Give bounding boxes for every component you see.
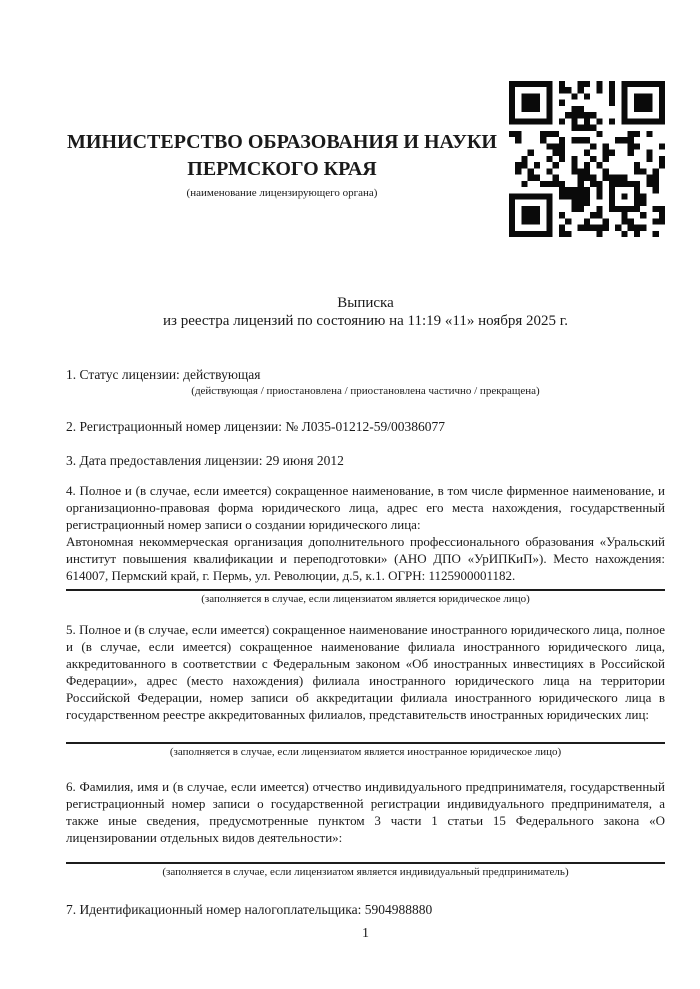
item-6-fill-caption: (заполняется в случае, если лицензиатом является индивидуальный предприниматель) [162, 866, 569, 878]
item-1-status-options-caption: (действующая / приостановлена / приостановлена частично / прекращена) [191, 385, 540, 397]
document-title-line2: из реестра лицензий по состоянию на 11:19 «11» ноября 2025 г. [163, 313, 568, 329]
item-4-fill-rule-line [66, 589, 665, 591]
document-body [0, 366, 700, 918]
ministry-name-line2: ПЕРМСКОГО КРАЯ [187, 158, 377, 180]
ministry-name-line1: МИНИСТЕРСТВО ОБРАЗОВАНИЯ И НАУКИ [67, 131, 497, 153]
item-1-license-status: 1. Статус лицензии: действующая [66, 367, 261, 382]
item-2-registration-number: 2. Регистрационный номер лицензии: № Л035-01212-59/00386077 [66, 419, 446, 434]
item-6-fill-rule-line [66, 862, 665, 864]
item-5-fill-rule-line [66, 742, 665, 744]
item-6-entrepreneur-heading: 6. Фамилия, имя и (в случае, если имеется) отчество индивидуального предпринимателя, государственный регистрационный номер записи о государственной регистрации индивидуального предпринимателя, а также иные сведения, предусмотренные пунктом 3 части 1 статьи 15 Федерального закона «О лицензировании отдельных видов деятельности»: [66, 779, 665, 845]
item-4-legal-entity-value: Автономная некоммерческая организация дополнительного профессионального образования «Уральский институт повышения квалификации и переподготовки» (АНО ДПО «УрИПКиП»). Место нахождения: 614007, Пермский край, г. Пермь, ул. Революции, д.5, к.1. ОГРН: 1125900001182. [66, 534, 665, 583]
item-4-fill-caption: (заполняется в случае, если лицензиатом является юридическое лицо) [201, 593, 530, 605]
item-7-taxpayer-number: 7. Идентификационный номер налогоплательщика: 5904988880 [66, 902, 433, 917]
page-header [0, 0, 700, 237]
document-title-line1: Выписка [337, 295, 394, 311]
ministry-caption: (наименование лицензирующего органа) [186, 187, 378, 199]
item-5-foreign-entity-heading: 5. Полное и (в случае, если имеется) сокращенное наименование иностранного юридического лица, полное и (в случае, если имеется) сокращенное наименование филиала иностранного юридического лица, аккредитованного в соответствии с Федеральным законом «Об иностранных инвестициях в Российской Федерации», адрес (место нахождения) филиала иностранного юридического лица на территории Российской Федерации, номер записи об аккредитации филиала иностранного юридического лица в государственном реестре аккредитованных филиалов, представительств иностранных юридических лиц: [66, 622, 665, 722]
page-number: 1 [362, 926, 369, 941]
item-3-license-grant-date: 3. Дата предоставления лицензии: 29 июня 2012 [66, 453, 344, 468]
ministry-block [66, 129, 498, 200]
qr-code-icon [509, 81, 665, 237]
document-title [0, 294, 700, 330]
item-4-legal-entity-heading: 4. Полное и (в случае, если имеется) сокращенное наименование, в том числе фирменное наименование, и организационно-правовая форма юридического лица, адрес его места нахождения, государственный регистрационный номер записи о создании юридического лица: [66, 483, 665, 532]
item-5-fill-caption: (заполняется в случае, если лицензиатом является иностранное юридическое лицо) [169, 746, 562, 758]
